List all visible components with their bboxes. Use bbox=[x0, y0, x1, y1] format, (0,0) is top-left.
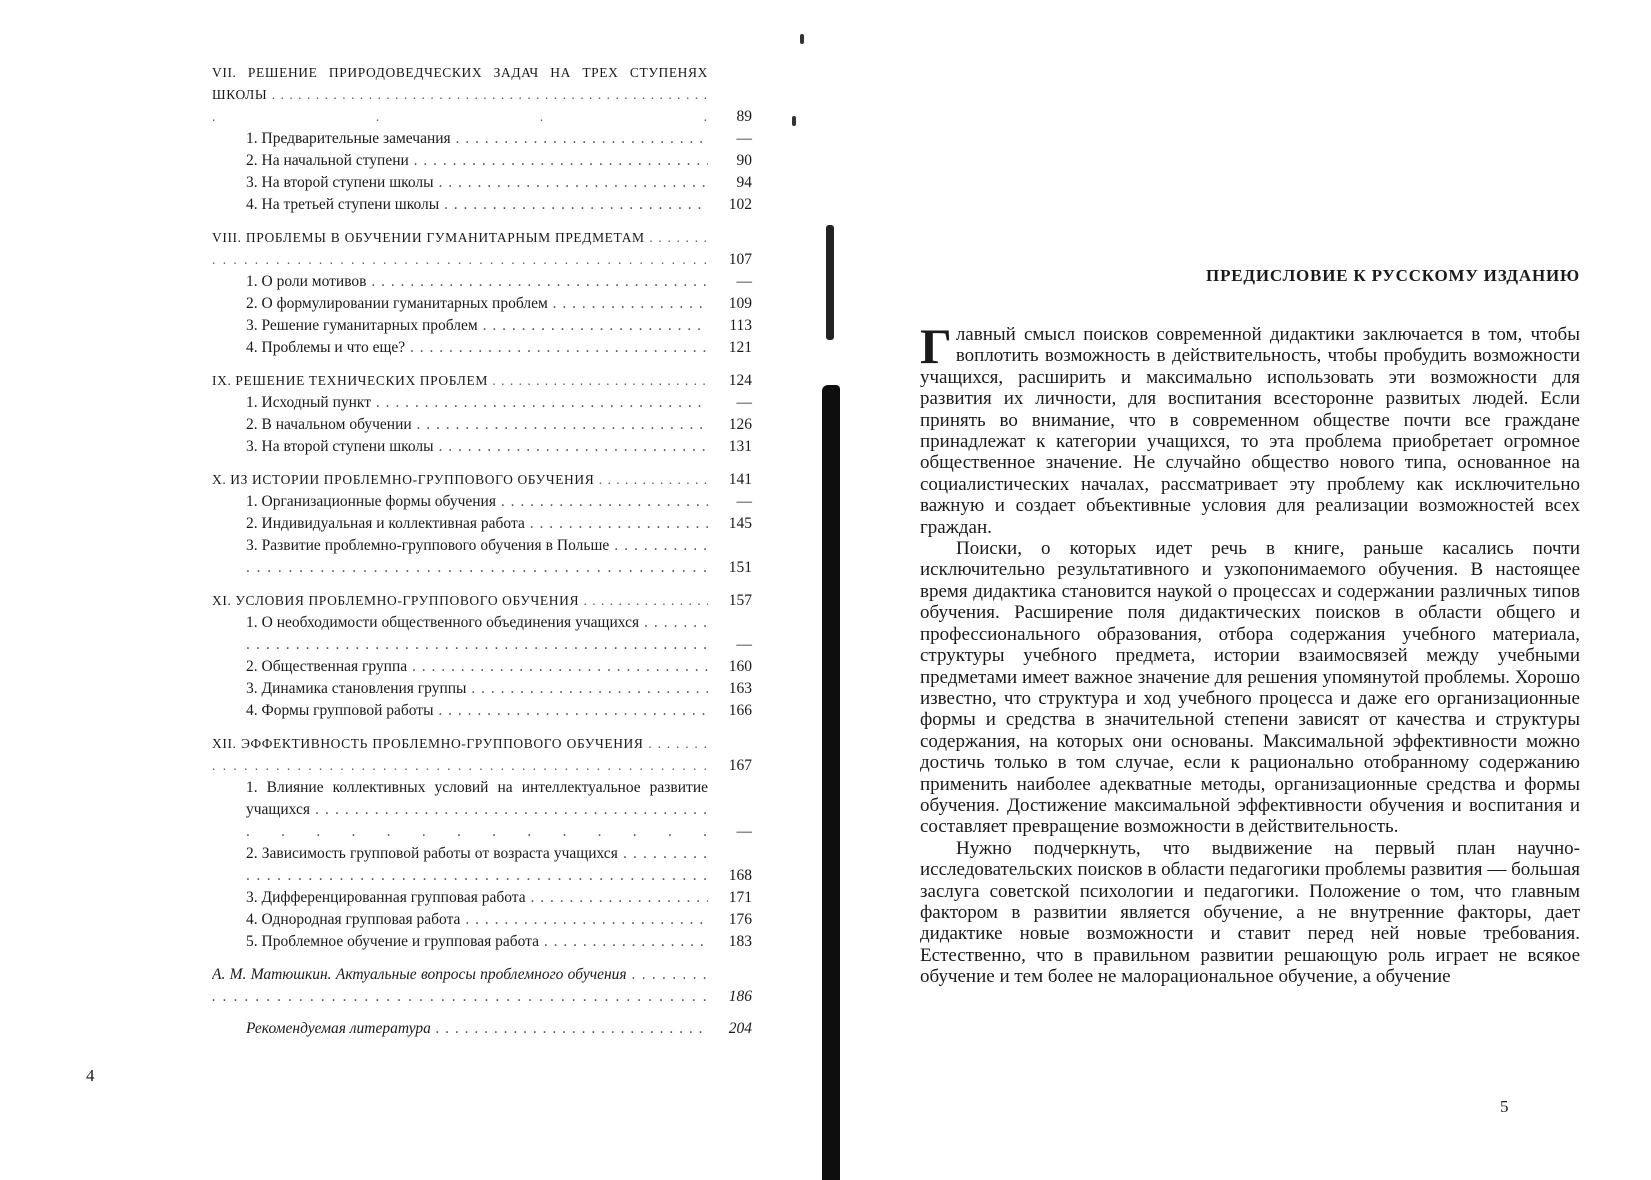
binding-shadow bbox=[822, 385, 840, 1180]
toc-item: 3. Развитие проблемно-группового обучения в Польше . . . bbox=[246, 535, 708, 579]
toc-chapter-title: IX. РЕШЕНИЕ ТЕХНИЧЕСКИХ ПРОБЛЕМ . . . bbox=[212, 370, 708, 392]
toc-item: 1. Влияние коллективных условий на интеллектуальное развитие учащихся . . . bbox=[246, 777, 708, 843]
toc-item: 1. О необходимости общественного объединения учащихся . . . bbox=[246, 612, 708, 656]
toc-item: 4. Проблемы и что еще? . . . bbox=[246, 337, 708, 359]
toc-page-number: 183 bbox=[728, 933, 752, 950]
toc-item: 3. На второй ступени школы . . . bbox=[246, 172, 708, 194]
toc-page-number: 131 bbox=[728, 438, 752, 455]
toc-page-number: 176 bbox=[728, 911, 752, 928]
toc-chapter-title: XI. УСЛОВИЯ ПРОБЛЕМНО-ГРУППОВОГО ОБУЧЕНИЯ . . . bbox=[212, 590, 708, 612]
toc-page-number: 102 bbox=[728, 196, 752, 213]
preface-paragraph-2: Поиски, о которых идет речь в книге, раньше касались почти исключительно результативного и узкопонимаемого обучения. В настоящее время дидактика становится наукой о процессах и содержании различных типов обучения. Расширение поля дидактических поисков в области общего и профессионального образования, отбора содержания учебного материала, структуры учебного предмета, истории взаимосвязей между учебными предметами имеет важное значение для решения упомянутой проблемы. Хорошо известно, что структура и ход учебного процесса и даже его организационные формы и средства в значительной степени зависят от качества и структуры содержания, на которых они основаны. Максимальной эффективности можно достичь только в том случае, если к рационально отобранному содержанию применить наиболее адекватные методы, организационные средства и формы обучения. Достижение максимальной эффективности обучения и воспитания и составляет превращение возможности в действительность. bbox=[920, 538, 1580, 838]
toc-page-number: 89 bbox=[736, 108, 752, 125]
toc-item: 1. Предварительные замечания . . . bbox=[246, 128, 708, 150]
paragraph-text: лавный смысл поисков современной дидактики заключается в том, чтобы воплотить возможность в действительность, чтобы пробудить возможности учащихся, расширить и максимально использовать эти возможности для развития их личности, для воспитания всесторонне развитых людей. Если принять во внимание, что в современном обществе почти все граждане принадлежат к категории учащихся, то эта проблема приобретает огромное общественное значение. Не случайно общество нового типа, основанное на социалистических началах, рассматривает эту проблему как исключительно важную и создает объективные условия для реализации возможностей всех граждан. bbox=[920, 324, 1580, 538]
toc-chapter-ix bbox=[212, 370, 752, 458]
scan-speck bbox=[792, 116, 796, 126]
preface-paragraph-1 bbox=[920, 318, 1580, 538]
toc-appendix bbox=[212, 964, 752, 1008]
toc-chapter-x bbox=[212, 469, 752, 579]
toc-literature bbox=[212, 1018, 752, 1040]
toc-chapter-viii bbox=[212, 227, 752, 359]
toc-chapter-xii bbox=[212, 733, 752, 953]
toc-page-number: 186 bbox=[728, 988, 752, 1005]
toc-page-number: 204 bbox=[728, 1020, 752, 1037]
toc-item: 2. Общественная группа . . . bbox=[246, 656, 708, 678]
toc-page-number: 163 bbox=[728, 680, 752, 697]
page-number-left: 4 bbox=[86, 1066, 95, 1085]
toc-page-number: 167 bbox=[728, 757, 752, 774]
toc-item: 4. На третьей ступени школы . . . bbox=[246, 194, 708, 216]
toc-page-number: 160 bbox=[728, 658, 752, 675]
table-of-contents bbox=[212, 62, 752, 1040]
toc-item: 4. Однородная групповая работа . . . bbox=[246, 909, 708, 931]
toc-item: 2. На начальной ступени . . . bbox=[246, 150, 708, 172]
toc-literature-title: Рекомендуемая литература . . . bbox=[246, 1018, 708, 1040]
toc-chapter-title: VII. РЕШЕНИЕ ПРИРОДОВЕДЧЕСКИХ ЗАДАЧ НА ТРЕХ СТУПЕНЯХ ШКОЛЫ . . . bbox=[212, 62, 708, 128]
toc-chapter-title: VIII. ПРОБЛЕМЫ В ОБУЧЕНИИ ГУМАНИТАРНЫМ ПРЕДМЕТАМ . . . bbox=[212, 227, 708, 271]
toc-item: 1. Исходный пункт . . . bbox=[246, 392, 708, 414]
toc-item: 2. В начальном обучении . . . bbox=[246, 414, 708, 436]
toc-page-number: 141 bbox=[728, 471, 752, 488]
toc-chapter-title: X. ИЗ ИСТОРИИ ПРОБЛЕМНО-ГРУППОВОГО ОБУЧЕНИЯ . . . bbox=[212, 469, 708, 491]
toc-page-number: 157 bbox=[728, 592, 752, 609]
toc-item: 2. Индивидуальная и коллективная работа . . . bbox=[246, 513, 708, 535]
toc-chapter-xi bbox=[212, 590, 752, 722]
page-number-right: 5 bbox=[1500, 1097, 1509, 1116]
toc-chapter-vii bbox=[212, 62, 752, 216]
toc-page-number: 94 bbox=[736, 174, 752, 191]
toc-page-number: 171 bbox=[728, 889, 752, 906]
toc-page-number: — bbox=[736, 273, 752, 290]
toc-page-number: 90 bbox=[736, 152, 752, 169]
toc-item: 3. Дифференцированная групповая работа . . . bbox=[246, 887, 708, 909]
toc-page-number: — bbox=[736, 636, 752, 653]
toc-page-number: 126 bbox=[728, 416, 752, 433]
preface-title: ПРЕДИСЛОВИЕ К РУССКОМУ ИЗДАНИЮ bbox=[1206, 266, 1580, 285]
toc-page-number: — bbox=[736, 493, 752, 510]
preface bbox=[920, 266, 1580, 988]
toc-item: 2. Зависимость групповой работы от возраста учащихся . . . bbox=[246, 843, 708, 887]
toc-page-number: — bbox=[736, 823, 752, 840]
toc-page-number: 109 bbox=[728, 295, 752, 312]
binding-shadow-upper bbox=[826, 225, 834, 340]
toc-item: 3. Динамика становления группы . . . bbox=[246, 678, 708, 700]
toc-page-number: 113 bbox=[729, 317, 752, 334]
toc-page-number: — bbox=[736, 130, 752, 147]
toc-item: 2. О формулировании гуманитарных проблем . . . bbox=[246, 293, 708, 315]
toc-appendix-title: А. М. Матюшкин. Актуальные вопросы проблемного обучения . . . bbox=[212, 964, 708, 1008]
toc-item: 3. Решение гуманитарных проблем . . . bbox=[246, 315, 708, 337]
toc-page-number: 124 bbox=[728, 372, 752, 389]
toc-item: 5. Проблемное обучение и групповая работа . . . bbox=[246, 931, 708, 953]
toc-page-number: 166 bbox=[728, 702, 752, 719]
toc-item: 4. Формы групповой работы . . . bbox=[246, 700, 708, 722]
toc-page-number: 145 bbox=[728, 515, 752, 532]
toc-page-number: — bbox=[736, 394, 752, 411]
preface-paragraph-3: Нужно подчеркнуть, что выдвижение на первый план научно-исследовательских поисков в области педагогики проблемы развития — большая заслуга советской психологии и педагогики. Положение о том, что главным фактором в развитии является обучение, а не внутренние факторы, дает дидактике новые возможности и ставит перед ней новые требования. Естественно, что в правильном развитии решающую роль играет не всякое обучение и тем более не малорациональное обучение, а обучение bbox=[920, 837, 1580, 988]
scan-speck bbox=[800, 34, 804, 44]
toc-page-number: 107 bbox=[728, 251, 752, 268]
toc-item: 1. О роли мотивов . . . bbox=[246, 271, 708, 293]
toc-page-number: 168 bbox=[728, 867, 752, 884]
toc-chapter-title: XII. ЭФФЕКТИВНОСТЬ ПРОБЛЕМНО-ГРУППОВОГО ОБУЧЕНИЯ . . . bbox=[212, 733, 708, 777]
toc-item: 1. Организационные формы обучения . . . bbox=[246, 491, 708, 513]
toc-item: 3. На второй ступени школы . . . bbox=[246, 436, 708, 458]
toc-page-number: 151 bbox=[728, 559, 752, 576]
drop-cap: Г bbox=[920, 318, 952, 374]
toc-page-number: 121 bbox=[728, 339, 752, 356]
preface-body bbox=[920, 318, 1580, 988]
